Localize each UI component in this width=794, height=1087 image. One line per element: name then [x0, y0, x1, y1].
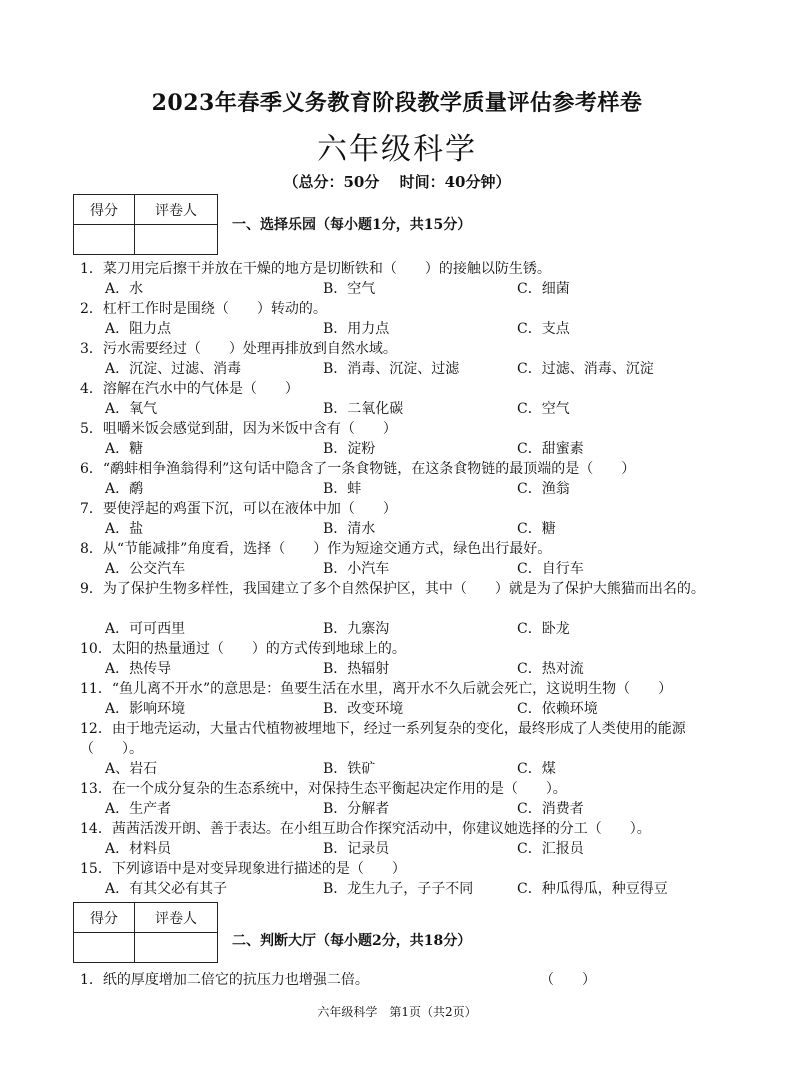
exam-title: 2023年春季义务教育阶段教学质量评估参考样卷	[151, 90, 643, 116]
option-a[interactable]: A、岩石	[105, 761, 158, 777]
question-2: 2．杠杆工作时是围绕（ ）转动的。	[80, 301, 327, 317]
grader-header: 评卷人	[135, 903, 218, 933]
option-b[interactable]: B．记录员	[323, 841, 390, 857]
question-1: 1．菜刀用完后擦干并放在干燥的地方是切断铁和（ ）的接触以防生锈。	[80, 261, 551, 277]
question-8-options	[105, 559, 725, 579]
option-c[interactable]: C．煤	[517, 761, 556, 777]
score-table-2	[73, 902, 218, 963]
section-1-title: 一、选择乐园（每小题1分，共15分）	[232, 217, 472, 233]
score-table-1	[73, 194, 218, 255]
option-a[interactable]: A．生产者	[105, 801, 172, 817]
question-13: 13．在一个成分复杂的生态系统中，对保持生态平衡起决定作用的是（ ）。	[80, 781, 567, 797]
score-header: 得分	[74, 195, 135, 225]
question-3: 3．污水需要经过（ ）处理再排放到自然水域。	[80, 341, 397, 357]
question-6: 6．“鹬蚌相争渔翁得利”这句话中隐含了一条食物链，在这条食物链的最顶端的是（ ）	[80, 461, 636, 477]
grader-cell[interactable]	[135, 225, 218, 255]
option-c[interactable]: C．支点	[517, 321, 570, 337]
exam-subject: 六年级科学	[317, 132, 477, 167]
grader-cell[interactable]	[135, 933, 218, 963]
question-9-options	[105, 619, 725, 639]
option-b[interactable]: B．消毒、沉淀、过滤	[323, 361, 460, 377]
option-b[interactable]: B．铁矿	[323, 761, 376, 777]
option-c[interactable]: C．种瓜得瓜，种豆得豆	[517, 881, 668, 897]
option-a[interactable]: A．盐	[105, 521, 144, 537]
option-a[interactable]: A．糖	[105, 441, 144, 457]
question-1-options	[105, 279, 725, 299]
option-b[interactable]: B．小汽车	[323, 561, 390, 577]
option-c[interactable]: C．自行车	[517, 561, 584, 577]
option-c[interactable]: C．卧龙	[517, 621, 570, 637]
option-b[interactable]: B．二氧化碳	[323, 401, 404, 417]
option-c[interactable]: C．空气	[517, 401, 570, 417]
score-header: 得分	[74, 903, 135, 933]
option-a[interactable]: A．热传导	[105, 661, 172, 677]
score-cell[interactable]	[74, 225, 135, 255]
option-b[interactable]: B．清水	[323, 521, 376, 537]
question-9: 9．为了保护生物多样性，我国建立了多个自然保护区，其中（ ）就是为了保护大熊猫而出名的。	[80, 581, 705, 597]
option-c[interactable]: C．细菌	[517, 281, 570, 297]
option-b[interactable]: B．淀粉	[323, 441, 376, 457]
option-a[interactable]: A．鹬	[105, 481, 144, 497]
page-footer: 六年级科学 第1页（共2页）	[317, 1005, 477, 1019]
option-c[interactable]: C．糖	[517, 521, 556, 537]
grader-header: 评卷人	[135, 195, 218, 225]
option-a[interactable]: A．影响环境	[105, 701, 186, 717]
question-5-options	[105, 439, 725, 459]
option-b[interactable]: B．蚌	[323, 481, 362, 497]
question-3-options	[105, 359, 725, 379]
question-12: 12．由于地壳运动，大量古代植物被埋地下，经过一系列复杂的变化，最终形成了人类使用的能源（ ）。	[80, 721, 686, 757]
option-a[interactable]: A．有其父必有其子	[105, 881, 228, 897]
question-10: 10．太阳的热量通过（ ）的方式传到地球上的。	[80, 641, 406, 657]
option-a[interactable]: A．公交汽车	[105, 561, 186, 577]
option-a[interactable]: A．阻力点	[105, 321, 172, 337]
question-8: 8．从“节能减排”角度看，选择（ ）作为短途交通方式，绿色出行最好。	[80, 541, 552, 557]
question-11-options	[105, 699, 725, 719]
score-cell[interactable]	[74, 933, 135, 963]
option-c[interactable]: C．过滤、消毒、沉淀	[517, 361, 654, 377]
option-a[interactable]: A．可可西里	[105, 621, 186, 637]
option-c[interactable]: C．甜蜜素	[517, 441, 584, 457]
question-4: 4．溶解在汽水中的气体是（ ）	[80, 381, 299, 397]
option-c[interactable]: C．渔翁	[517, 481, 570, 497]
option-b[interactable]: B．用力点	[323, 321, 390, 337]
option-b[interactable]: B．热辐射	[323, 661, 390, 677]
option-b[interactable]: B．分解者	[323, 801, 390, 817]
tf-answer-blank[interactable]: （ ）	[540, 972, 596, 988]
option-b[interactable]: B．改变环境	[323, 701, 404, 717]
option-c[interactable]: C．消费者	[517, 801, 584, 817]
option-b[interactable]: B．龙生九子，子子不同	[323, 881, 474, 897]
question-15-options	[105, 879, 725, 899]
section-2-title: 二、判断大厅（每小题2分，共18分）	[232, 933, 472, 949]
tf-question-1	[80, 970, 720, 990]
option-c[interactable]: C．汇报员	[517, 841, 584, 857]
option-a[interactable]: A．氧气	[105, 401, 158, 417]
option-a[interactable]: A．沉淀、过滤、消毒	[105, 361, 242, 377]
option-a[interactable]: A．材料员	[105, 841, 172, 857]
option-c[interactable]: C．依赖环境	[517, 701, 598, 717]
question-2-options	[105, 319, 725, 339]
option-a[interactable]: A．水	[105, 281, 144, 297]
question-15: 15．下列谚语中是对变异现象进行描述的是（ ）	[80, 861, 406, 877]
question-7: 7．要使浮起的鸡蛋下沉，可以在液体中加（ ）	[80, 501, 397, 517]
question-6-options	[105, 479, 725, 499]
question-14-options	[105, 839, 725, 859]
question-12-options	[105, 759, 725, 779]
question-5: 5．咀嚼米饭会感觉到甜，因为米饭中含有（ ）	[80, 421, 397, 437]
tf-question-text: 1．纸的厚度增加二倍它的抗压力也增强二倍。	[80, 972, 369, 988]
question-11: 11．“鱼儿离不开水”的意思是：鱼要生活在水里，离开水不久后就会死亡，这说明生物（ ）	[80, 681, 673, 697]
question-4-options	[105, 399, 725, 419]
question-14: 14．茜茜活泼开朗、善于表达。在小组互助合作探究活动中，你建议她选择的分工（ ）。	[80, 821, 651, 837]
question-10-options	[105, 659, 725, 679]
option-c[interactable]: C．热对流	[517, 661, 584, 677]
option-b[interactable]: B．九寨沟	[323, 621, 390, 637]
exam-meta: （总分：50分 时间：40分钟）	[283, 173, 511, 191]
option-b[interactable]: B．空气	[323, 281, 376, 297]
question-13-options	[105, 799, 725, 819]
question-7-options	[105, 519, 725, 539]
